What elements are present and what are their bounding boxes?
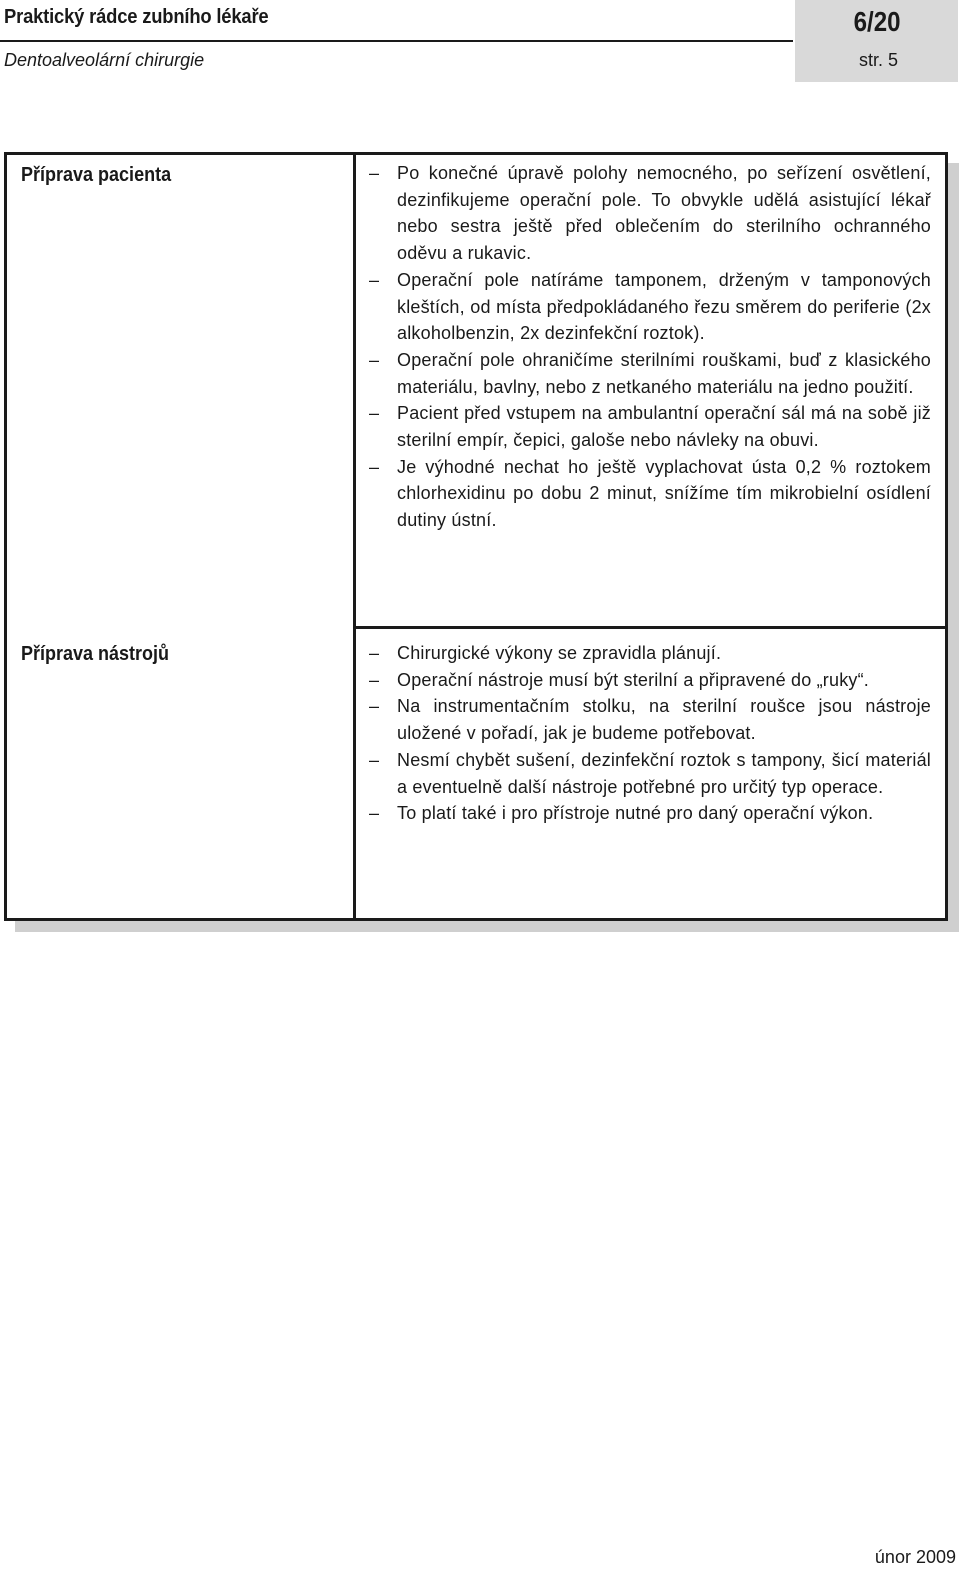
list-dash: – <box>369 643 380 663</box>
list-item-text: Po konečné úpravě polohy nemocného, po seřízení osvětlení, dezinfikujeme operační pole. To obvykle udělá asistující lékař nebo sestra ještě před oblečením do sterilního ochranného oděvu a rukavic. <box>397 163 931 264</box>
list-dash: – <box>369 269 380 290</box>
issue-box <box>795 0 958 82</box>
list-dash: – <box>369 163 380 183</box>
list-dash: – <box>369 669 380 690</box>
list-dash: – <box>369 456 380 477</box>
list-item <box>369 640 931 667</box>
list-dash: – <box>369 749 380 770</box>
page-number: str. 5 <box>858 50 898 70</box>
issue-date: únor 2009 <box>874 1547 956 1567</box>
row-divider <box>356 626 945 629</box>
list-item-text: Operační nástroje musí být sterilní a připravené do „ruky“. <box>397 669 869 690</box>
list-item <box>369 747 931 800</box>
content-table <box>4 152 948 921</box>
list-item-text: Je výhodné nechat ho ještě vyplachovat ústa 0,2 % roztokem chlorhexidinu po dobu 2 minut, snížíme tím mikrobielní osídlení dutiny ústní. <box>397 456 931 531</box>
instrument-prep-list <box>369 640 931 827</box>
list-item-text: Pacient před vstupem na ambulantní operační sál má na sobě již sterilní empír, čepici, galoše nebo návleky na obuvi. <box>397 403 931 451</box>
column-divider <box>353 155 356 918</box>
chapter-title: Dentoalveolární chirurgie <box>4 50 205 70</box>
issue-number: 6/20 <box>853 6 900 37</box>
list-item-text: Operační pole ohraničíme sterilními rouškami, buď z klasického materiálu, bavlny, nebo z netkaného materiálu na jedno použití. <box>397 349 931 397</box>
list-item <box>369 267 931 347</box>
list-dash: – <box>369 403 380 424</box>
list-item-text: To platí také i pro přístroje nutné pro daný operační výkon. <box>397 803 874 824</box>
list-dash: – <box>369 803 380 824</box>
list-item <box>369 693 931 746</box>
page-header <box>0 0 960 82</box>
list-item <box>369 667 931 694</box>
publication-title: Praktický rádce zubního lékaře <box>4 6 269 28</box>
list-dash: – <box>369 349 380 370</box>
list-item-text: Operační pole natíráme tamponem, drženým v tamponových kleštích, od místa předpokládaného řezu směrem do periferie (2x alkoholbenzin, 2x dezinfekční roztok). <box>397 269 931 344</box>
patient-prep-list <box>369 160 931 534</box>
list-item <box>369 347 931 400</box>
list-item <box>369 160 931 267</box>
list-item-text: Nesmí chybět sušení, dezinfekční roztok s tampony, šicí materiál a eventuelně další nástroje potřebné pro určitý typ operace. <box>397 749 931 797</box>
list-item <box>369 800 931 827</box>
list-dash: – <box>369 696 380 717</box>
list-item-text: Chirurgické výkony se zpravidla plánují. <box>397 643 722 663</box>
list-item <box>369 454 931 534</box>
section-label-instrument-prep: Příprava nástrojů <box>21 643 170 665</box>
list-item <box>369 400 931 453</box>
header-rule <box>0 40 793 42</box>
list-item-text: Na instrumentačním stolku, na sterilní roušce jsou nástroje uložené v pořadí, jak je budeme potřebovat. <box>397 696 931 744</box>
section-label-patient-prep: Příprava pacienta <box>21 164 172 186</box>
